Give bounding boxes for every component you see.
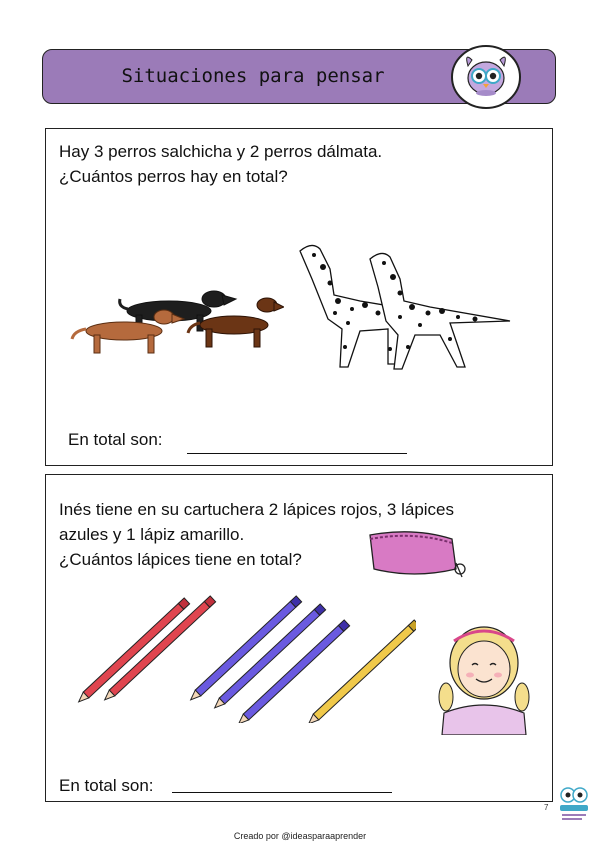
problem-2-line-2: azules y 1 lápiz amarillo. <box>59 525 245 544</box>
answer-line-2[interactable] <box>172 792 392 793</box>
brown-dachshund <box>72 310 184 353</box>
pencil-case-icon <box>364 525 474 585</box>
yellow-pencil <box>306 620 416 723</box>
problem-1-text <box>59 139 382 189</box>
dachshunds-illustration <box>64 269 284 369</box>
problem-2-panel <box>45 474 553 802</box>
problem-1-panel <box>45 128 553 466</box>
problem-2-line-3: ¿Cuántos lápices tiene en total? <box>59 550 302 569</box>
red-pencil <box>76 598 190 705</box>
answer-label-2: En total son: <box>59 776 154 795</box>
answer-label-1: En total son: <box>68 430 163 449</box>
owl-icon <box>450 44 522 110</box>
footer-credit: Creado por @ideasparaaprender <box>233 831 367 841</box>
problem-2-line-1: Inés tiene en su cartuchera 2 lápices rojos, 3 lápices <box>59 500 455 519</box>
brand-logo-icon <box>556 783 592 823</box>
problem-1-line-2: ¿Cuántos perros hay en total? <box>59 167 288 186</box>
dalmatians-illustration <box>290 239 530 379</box>
problem-1-line-1: Hay 3 perros salchicha y 2 perros dálmata. <box>59 142 383 161</box>
pencils-illustration <box>76 583 416 723</box>
page-number: 7 <box>544 803 549 812</box>
girl-illustration <box>434 617 534 735</box>
answer-line-1[interactable] <box>187 453 407 454</box>
page-title: Situaciones para pensar <box>121 65 385 87</box>
